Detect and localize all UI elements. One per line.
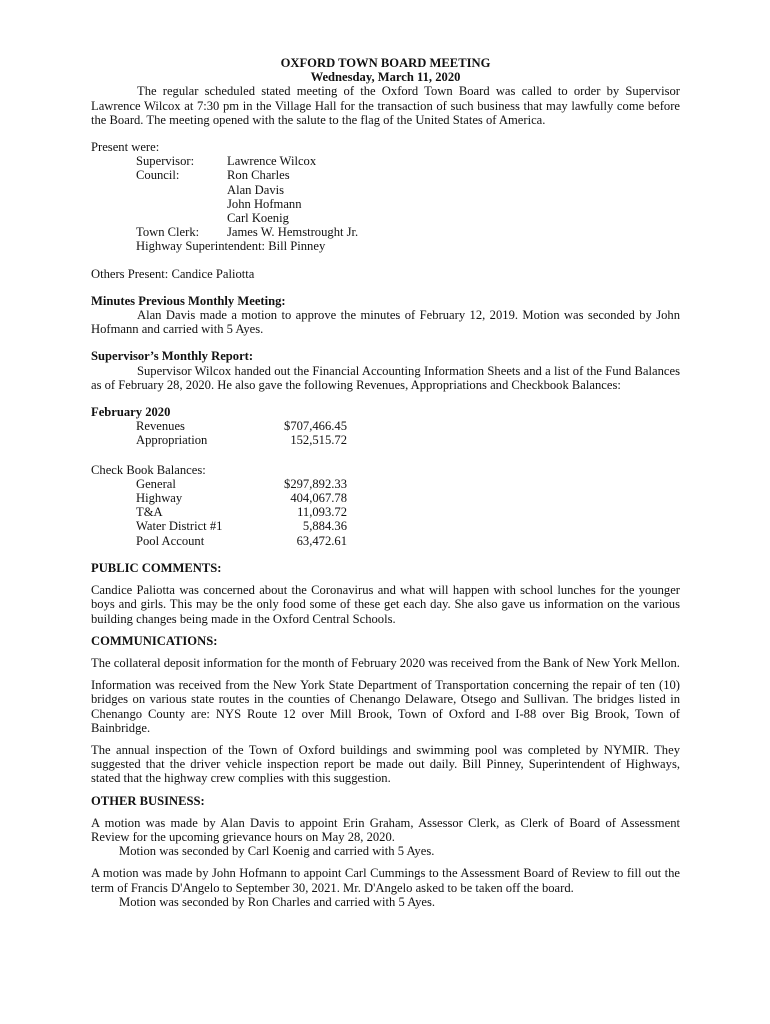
finance-row <box>136 505 680 519</box>
council-member: Carl Koenig <box>227 211 289 226</box>
highway-superintendent-line: Highway Superintendent: Bill Pinney <box>136 239 326 254</box>
finance-row <box>136 433 680 447</box>
supervisor-report-heading: Supervisor’s Monthly Report: <box>91 349 254 364</box>
finance-amount: 63,472.61 <box>296 533 347 548</box>
council-row <box>136 168 680 182</box>
finance-amount: 404,067.78 <box>290 491 347 506</box>
motion-second: Motion was seconded by Ron Charles and carried with 5 Ayes. <box>119 894 436 909</box>
finance-row <box>136 491 680 505</box>
public-comments-paragraph: Candice Paliotta was concerned about the Coronavirus and what will happen with school lunches for the younger boys and girls. This may be the only food some of these get each day. She also gave us information on the various building changes being made in the Oxford Central Schools. <box>91 583 680 626</box>
finance-label: Appropriation <box>136 433 208 448</box>
council-member: Ron Charles <box>227 168 290 183</box>
council-role: Council: <box>136 168 180 183</box>
attendance-roster <box>136 154 680 253</box>
intro-paragraph: The regular scheduled stated meeting of the Oxford Town Board was called to order by Supervisor Lawrence Wilcox at 7:30 pm in the Village Hall for the transaction of such business that may lawfully come before the Board. The meeting opened with the salute to the flag of the United States of America. <box>91 84 680 127</box>
finance-amount: $707,466.45 <box>284 419 347 434</box>
public-comments-heading: PUBLIC COMMENTS: <box>91 560 222 575</box>
finance-amount: 152,515.72 <box>290 433 347 448</box>
finance-label: Highway <box>136 491 183 506</box>
motion-paragraph: A motion was made by John Hofmann to appoint Carl Cummings to the Assessment Board of Review to fill out the term of Francis D'Angelo to September 30, 2021. Mr. D'Angelo asked to be taken off the board. <box>91 866 680 895</box>
minutes-heading: Minutes Previous Monthly Meeting: <box>91 293 286 308</box>
council-row <box>136 183 680 197</box>
motion-second: Motion was seconded by Carl Koenig and carried with 5 Ayes. <box>119 844 435 859</box>
finance-row <box>136 519 680 533</box>
finance-label: Pool Account <box>136 533 205 548</box>
motion-paragraph: A motion was made by Alan Davis to appoint Erin Graham, Assessor Clerk, as Clerk of Board of Assessment Review for the upcoming grievance hours on May 28, 2020. <box>91 815 680 844</box>
council-row <box>136 197 680 211</box>
present-label: Present were: <box>91 140 160 155</box>
council-member: John Hofmann <box>227 196 302 211</box>
supervisor-row <box>136 154 680 168</box>
meeting-title: OXFORD TOWN BOARD MEETING <box>280 56 491 70</box>
communications-paragraph: Information was received from the New York State Department of Transportation concerning the repair of ten (10) bridges on various state routes in the counties of Chenango Delaware, Otsego and Sullivan. The bridges listed in Chenango County are: NYS Route 12 over Mill Brook, Town of Oxford and I-88 over Big Brook, Town of Bainbridge. <box>91 678 680 735</box>
document-page <box>91 56 680 909</box>
communications-paragraph: The annual inspection of the Town of Oxford buildings and swimming pool was completed by NYMIR. They suggested that the driver vehicle inspection report be made out daily. Bill Pinney, Superintendent of Highways, stated that the highway crew complies with this suggestion. <box>91 742 680 786</box>
finance-row <box>136 477 680 491</box>
meeting-date: Wednesday, March 11, 2020 <box>310 70 461 85</box>
finance-amount: 5,884.36 <box>302 519 347 534</box>
council-member: Alan Davis <box>227 182 285 197</box>
february-heading: February 2020 <box>91 405 171 420</box>
supervisor-name: Lawrence Wilcox <box>227 154 317 169</box>
supervisor-report-paragraph: Supervisor Wilcox handed out the Financial Accounting Information Sheets and a list of the Fund Balances as of February 28, 2020. He also gave the following Revenues, Appropriations and Checkbook Balances: <box>91 363 680 392</box>
finance-label: Revenues <box>136 419 185 434</box>
checkbook-heading: Check Book Balances: <box>91 462 206 477</box>
other-business-heading: OTHER BUSINESS: <box>91 793 205 808</box>
communications-heading: COMMUNICATIONS: <box>91 633 218 648</box>
finance-amount: $297,892.33 <box>284 476 347 491</box>
february-table <box>91 419 680 447</box>
clerk-role: Town Clerk: <box>136 225 200 240</box>
finance-amount: 11,093.72 <box>297 505 347 520</box>
communications-paragraph: The collateral deposit information for the month of February 2020 was received from the Bank of New York Mellon. <box>91 655 680 670</box>
council-row <box>136 211 680 225</box>
others-present: Others Present: Candice Paliotta <box>91 266 255 281</box>
finance-label: Water District #1 <box>136 519 223 534</box>
supervisor-role: Supervisor: <box>136 154 195 169</box>
clerk-row <box>136 225 680 239</box>
finance-row <box>136 534 680 548</box>
minutes-paragraph: Alan Davis made a motion to approve the minutes of February 12, 2019. Motion was seconded by John Hofmann and carried with 5 Ayes. <box>91 308 680 337</box>
clerk-name: James W. Hemstrought Jr. <box>227 225 359 240</box>
checkbook-table <box>91 477 680 548</box>
finance-row <box>136 419 680 433</box>
finance-label: T&A <box>136 505 163 520</box>
finance-label: General <box>136 476 176 491</box>
